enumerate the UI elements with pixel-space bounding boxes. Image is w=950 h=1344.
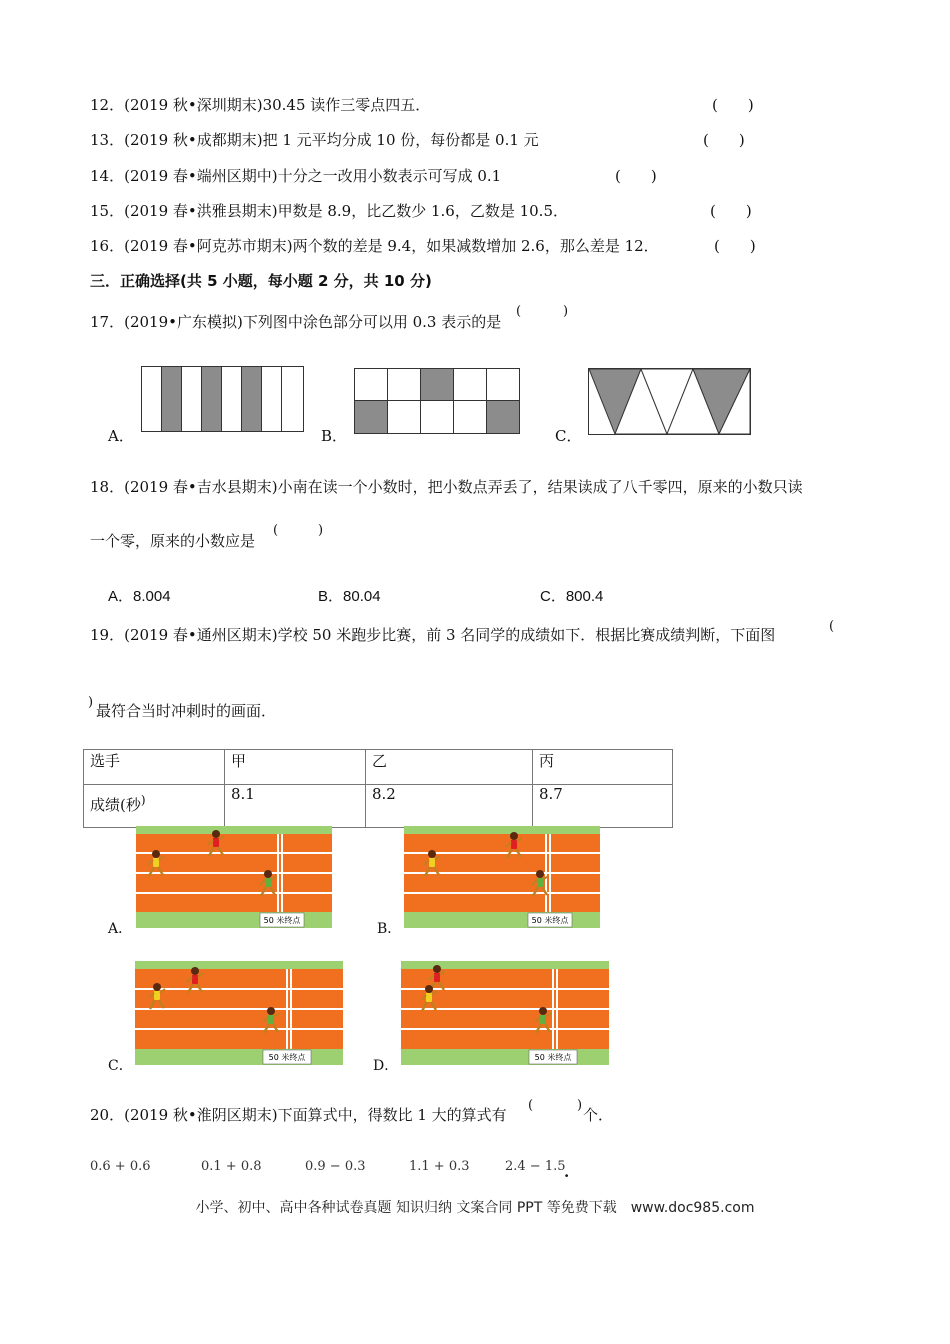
table-cell: 8.7	[533, 785, 673, 828]
q20-expression-2: 0.1 + 0.8	[201, 1159, 262, 1174]
tf-question-13: 13．(2019 秋•成都期末)把 1 元平均分成 10 份，每份都是 0.1 元	[90, 131, 539, 149]
q19-track-b[interactable]	[404, 826, 600, 928]
finish-label: 50 米终点	[268, 1053, 306, 1062]
q20-expression-4: 1.1 + 0.3	[409, 1159, 470, 1174]
table-header-cell: 选手	[84, 750, 225, 785]
table-header-cell: 丙	[533, 750, 673, 785]
table-cell: 8.1	[225, 785, 366, 828]
q20-expression-3: 0.9 − 0.3	[305, 1159, 366, 1174]
q18-option-a[interactable]: A．8.004	[108, 588, 171, 605]
strip-7	[262, 367, 282, 432]
strip-4	[202, 367, 222, 432]
q20-paren-open[interactable]: (	[528, 1098, 534, 1113]
q20-suffix: 个．	[583, 1106, 614, 1124]
q17-option-c-label: C．	[555, 427, 582, 445]
strip-8	[282, 367, 304, 432]
q17-paren-open[interactable]: (	[516, 304, 522, 319]
q18-option-c[interactable]: C．800.4	[540, 588, 604, 605]
q20-expression-1: 0.6 + 0.6	[90, 1159, 151, 1174]
q19-option-c-label: C．	[108, 1058, 133, 1074]
tf-question-16: 16．(2019 春•阿克苏市期末)两个数的差是 9.4，如果减数增加 2.6，那么差是 12．	[90, 237, 659, 255]
q19-option-a-label: A．	[108, 921, 133, 937]
q17-figure-a[interactable]	[141, 366, 305, 432]
finish-label: 50 米终点	[534, 1053, 572, 1062]
q18-option-b[interactable]: B．80.04	[318, 588, 381, 605]
q17-option-b-label: B．	[321, 427, 348, 445]
section-heading: 三．正确选择(共 5 小题，每小题 2 分，共 10 分)	[90, 272, 432, 290]
strip-5	[222, 367, 242, 432]
table-header-cell: 甲	[225, 750, 366, 785]
q19-option-b-label: B．	[377, 921, 402, 937]
q18-paren-open[interactable]: (	[273, 523, 279, 538]
finish-label: 50 米终点	[531, 916, 569, 925]
q17-paren-close[interactable]: )	[563, 304, 569, 319]
table-header-cell: 乙	[366, 750, 533, 785]
tf-answer-paren-15[interactable]: ( )	[710, 202, 752, 220]
q19-track-d[interactable]	[401, 961, 609, 1065]
q20-expression-5: 2.4 − 1.5	[505, 1159, 566, 1174]
q17-text: 17．(2019•广东模拟)下列图中涂色部分可以用 0.3 表示的是	[90, 313, 502, 331]
table-cell: 8.2	[366, 785, 533, 828]
q17-figure-b[interactable]	[354, 368, 520, 434]
tf-question-15: 15．(2019 春•洪雅县期末)甲数是 8.9，比乙数少 1.6，乙数是 10.5．	[90, 202, 568, 220]
table-row	[84, 750, 673, 785]
tf-answer-paren-14[interactable]: ( )	[615, 167, 657, 185]
q20-text: 20．(2019 秋•淮阴区期末)下面算式中，得数比 1 大的算式有	[90, 1106, 507, 1124]
q18-line1: 18．(2019 春•吉水县期末)小南在读一个小数时，把小数点弄丢了，结果读成了八千零四，原来的小数只读	[90, 478, 803, 496]
tf-answer-paren-13[interactable]: ( )	[703, 131, 745, 149]
q19-track-c[interactable]	[135, 961, 343, 1065]
tf-question-14: 14．(2019 春•端州区期中)十分之一改用小数表示可写成 0.1	[90, 167, 502, 185]
q19-line2: 最符合当时冲刺时的画面．	[96, 702, 277, 720]
q17-figure-c[interactable]	[588, 368, 752, 436]
table-row	[84, 785, 673, 828]
finish-label: 50 米终点	[263, 916, 301, 925]
q18-paren-close[interactable]: )	[318, 523, 324, 538]
strip-1	[142, 367, 162, 432]
q19-paren-close[interactable]: )	[88, 695, 94, 710]
tf-answer-paren-12[interactable]: ( )	[712, 96, 754, 114]
q19-option-d-label: D．	[373, 1058, 399, 1074]
table-row-label: 成绩(秒)	[84, 785, 225, 828]
strip-6	[242, 367, 262, 432]
page-footer: 小学、初中、高中各种试卷真题 知识归纳 文案合同 PPT 等免费下载 www.doc985.com	[195, 1200, 755, 1216]
q19-track-a[interactable]	[136, 826, 332, 928]
tf-question-12: 12．(2019 秋•深圳期末)30.45 读作三零点四五．	[90, 96, 431, 114]
q18-line2: 一个零，原来的小数应是	[90, 532, 256, 550]
score-table	[83, 749, 673, 828]
tf-answer-paren-16[interactable]: ( )	[714, 237, 756, 255]
q17-option-a-label: A．	[108, 427, 134, 445]
q20-end-mark: .	[564, 1163, 570, 1181]
strip-2	[162, 367, 182, 432]
q20-paren-close[interactable]: )	[577, 1098, 583, 1113]
q19-line1: 19．(2019 春•通州区期末)学校 50 米跑步比赛，前 3 名同学的成绩如下．根据比赛成绩判断，下面图	[90, 626, 776, 644]
strip-3	[182, 367, 202, 432]
q19-paren-open[interactable]: (	[829, 619, 835, 634]
